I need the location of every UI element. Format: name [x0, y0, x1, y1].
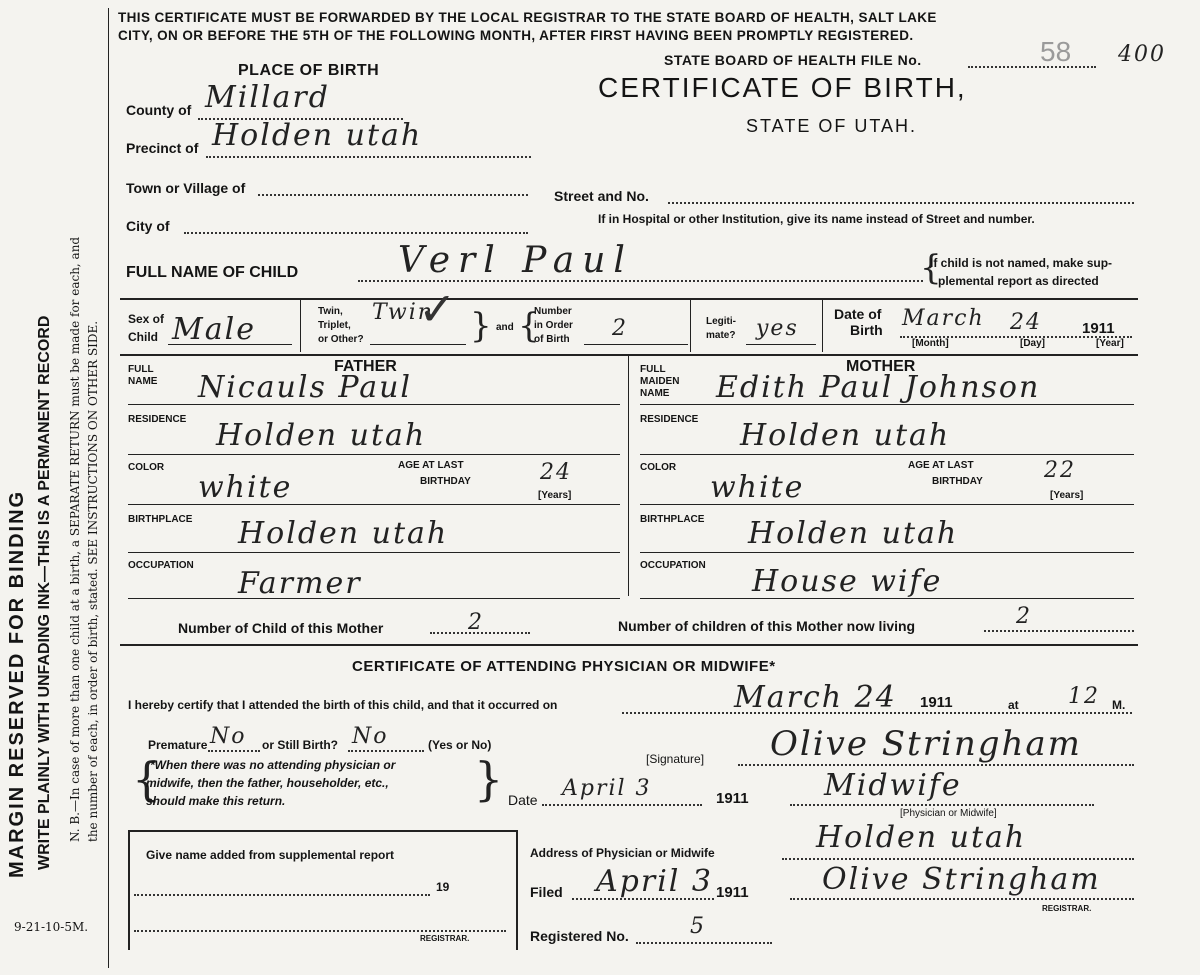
town-label: Town or Village of — [126, 180, 246, 196]
and-label: and — [496, 322, 514, 333]
row-rule-physician-top — [120, 644, 1138, 646]
title-line — [790, 804, 1094, 806]
father-occupation-value: Farmer — [238, 566, 362, 601]
dob-year: 1911 — [1082, 320, 1115, 337]
twin-value: Twin — [372, 300, 434, 325]
year-caption: [Year] — [1096, 338, 1124, 349]
note-line-1: *When there was no attending physician or — [150, 758, 396, 772]
physician-heading: CERTIFICATE OF ATTENDING PHYSICIAN OR MIDWIFE* — [352, 658, 776, 675]
father-residence-line — [128, 454, 620, 455]
father-name-label-2: NAME — [128, 376, 158, 387]
hospital-note: If in Hospital or other Institution, give its name instead of Street and number. — [598, 212, 1035, 226]
certify-date: March 24 — [734, 680, 897, 715]
premature-line — [208, 750, 260, 752]
order-label-3: of Birth — [534, 334, 570, 345]
address-line — [782, 858, 1134, 860]
precinct-label: Precinct of — [126, 140, 199, 156]
father-age-value: 24 — [540, 460, 572, 485]
row-rule-sex-top — [120, 298, 1138, 300]
father-heading: FATHER — [334, 358, 397, 375]
sex-label-2: Child — [128, 330, 158, 344]
mother-birthplace-line — [640, 552, 1134, 553]
mother-age-value: 22 — [1044, 458, 1076, 483]
note-brace-left: { — [132, 752, 162, 806]
signature-value: Olive Stringham — [770, 724, 1082, 764]
mother-birthplace-value: Holden utah — [748, 516, 959, 551]
supplemental-registrar-label: REGISTRAR. — [420, 934, 470, 943]
city-label: City of — [126, 218, 170, 234]
dob-label-2: Birth — [850, 322, 883, 338]
file-no-line — [968, 66, 1096, 68]
precinct-line — [206, 156, 531, 158]
mother-birthplace-label: BIRTHPLACE — [640, 514, 705, 525]
mother-color-value: white — [710, 470, 805, 505]
still-birth-value: No — [352, 724, 389, 749]
certify-label: I hereby certify that I attended the birth of this child, and that it occurred on — [128, 698, 558, 712]
registered-no-line — [636, 942, 772, 944]
father-birthplace-value: Holden utah — [238, 516, 449, 551]
certify-year: 1911 — [920, 694, 953, 711]
supplemental-label: Give name added from supplemental report — [146, 848, 395, 862]
child-name-label: FULL NAME OF CHILD — [126, 264, 299, 281]
dob-label-1: Date of — [834, 306, 882, 322]
signature-label: [Signature] — [646, 752, 705, 766]
legit-label-1: Legiti- — [706, 316, 736, 327]
day-caption: [Day] — [1020, 338, 1046, 349]
father-occupation-label: OCCUPATION — [128, 560, 194, 571]
mother-occupation-value: House wife — [752, 564, 943, 599]
twin-line — [370, 344, 466, 345]
notice-line-2: CITY, ON OR BEFORE THE 5TH OF THE FOLLOWING MONTH, AFTER FIRST HAVING BEEN PROMPTLY REGISTERED. — [118, 28, 914, 43]
county-value: Millard — [205, 80, 330, 115]
month-caption: [Month] — [912, 338, 949, 349]
father-birthplace-line — [128, 552, 620, 553]
father-name-label-1: FULL — [128, 364, 154, 375]
county-label: County of — [126, 102, 192, 118]
father-residence-value: Holden utah — [216, 418, 427, 453]
certificate-title: CERTIFICATE OF BIRTH, — [598, 72, 967, 103]
title-caption: [Physician or Midwife] — [900, 808, 997, 819]
margin-nb-line2: the number of each, in order of birth, stated. SEE INSTRUCTIONS ON OTHER SIDE. — [86, 320, 100, 842]
address-value: Holden utah — [816, 820, 1027, 855]
mother-name-value: Edith Paul Johnson — [716, 370, 1041, 405]
filed-year: 1911 — [716, 884, 749, 901]
father-occupation-line — [128, 598, 620, 599]
date-line — [542, 804, 702, 806]
order-label-1: Number — [534, 306, 572, 317]
father-age-label-1: AGE AT LAST — [398, 460, 464, 471]
address-label: Address of Physician or Midwife — [530, 846, 715, 860]
mother-name-label-3: NAME — [640, 388, 670, 399]
mother-occupation-label: OCCUPATION — [640, 560, 706, 571]
children-living-line — [984, 630, 1134, 632]
supplemental-line — [134, 894, 430, 896]
date-value: April 3 — [562, 776, 652, 801]
certificate-subtitle: STATE OF UTAH. — [746, 116, 917, 136]
father-color-label: COLOR — [128, 462, 165, 473]
title-value: Midwife — [824, 768, 962, 803]
registrar-label: REGISTRAR. — [1042, 904, 1092, 913]
mother-age-label-1: AGE AT LAST — [908, 460, 974, 471]
file-no-stamp: 58 — [1040, 36, 1072, 67]
twin-label-3: or Other? — [318, 334, 364, 345]
premature-label: Premature — [148, 738, 208, 752]
sex-label-1: Sex of — [128, 312, 165, 326]
place-heading: PLACE OF BIRTH — [238, 62, 380, 79]
city-line — [184, 232, 528, 234]
date-label: Date — [508, 792, 538, 808]
mother-age-caption: [Years] — [1050, 490, 1084, 501]
legit-divider — [822, 300, 823, 352]
dob-day: 24 — [1010, 310, 1042, 335]
town-line — [258, 194, 528, 196]
mother-residence-line — [640, 454, 1134, 455]
note-line-2: midwife, then the father, householder, etc., — [146, 776, 389, 790]
mother-color-label: COLOR — [640, 462, 677, 473]
street-label: Street and No. — [554, 188, 649, 204]
order-value: 2 — [612, 316, 628, 341]
mother-age-label-2: BIRTHDAY — [932, 476, 983, 487]
registrar-signature: Olive Stringham — [822, 862, 1101, 897]
mother-residence-value: Holden utah — [740, 418, 951, 453]
mother-name-label-2: MAIDEN — [640, 376, 680, 387]
m-label: M. — [1112, 698, 1126, 712]
legit-value: yes — [756, 316, 799, 341]
twin-label-2: Triplet, — [318, 320, 351, 331]
row-rule-parents-top — [120, 354, 1138, 356]
father-color-value: white — [198, 470, 293, 505]
margin-binding-text: MARGIN RESERVED FOR BINDING — [6, 489, 28, 878]
mother-name-label-1: FULL — [640, 364, 666, 375]
child-name-value: Verl Paul — [398, 240, 633, 281]
parents-divider — [628, 356, 629, 596]
precinct-value: Holden utah — [212, 118, 423, 153]
dob-month: March — [902, 306, 985, 331]
notice-line-1: THIS CERTIFICATE MUST BE FORWARDED BY THE LOCAL REGISTRAR TO THE STATE BOARD OF HEALTH, SALT LAKE — [118, 10, 937, 25]
margin-ink-text: WRITE PLAINLY WITH UNFADING INK—THIS IS A PERMANENT RECORD — [36, 315, 53, 870]
note-brace-right: } — [474, 752, 504, 806]
legit-label-2: mate? — [706, 330, 736, 341]
date-year: 1911 — [716, 790, 749, 807]
signature-line — [738, 764, 1134, 766]
unnamed-note-2: plemental report as directed — [938, 274, 1099, 288]
street-line — [668, 202, 1134, 204]
twin-brace: } — [470, 306, 492, 346]
father-birthplace-label: BIRTHPLACE — [128, 514, 193, 525]
filed-label: Filed — [530, 884, 563, 900]
unnamed-brace: { — [920, 248, 942, 288]
father-residence-label: RESIDENCE — [128, 414, 187, 425]
order-line — [584, 344, 688, 345]
mother-residence-label: RESIDENCE — [640, 414, 699, 425]
premature-value: No — [210, 724, 247, 749]
order-label-2: in Order — [534, 320, 573, 331]
father-age-caption: [Years] — [538, 490, 572, 501]
registered-no-value: 5 — [690, 914, 706, 939]
file-no-written: 400 — [1118, 42, 1166, 67]
father-age-label-2: BIRTHDAY — [420, 476, 471, 487]
mother-heading: MOTHER — [846, 358, 916, 375]
order-divider — [690, 300, 691, 352]
sex-value: Male — [172, 312, 256, 347]
father-name-value: Nicauls Paul — [198, 370, 413, 405]
children-living-value: 2 — [1016, 604, 1032, 629]
print-code: 9-21-10-5M. — [14, 920, 89, 934]
registrar-signature-line — [790, 898, 1134, 900]
supplemental-registrar-line — [134, 930, 506, 932]
time-value: 12 — [1068, 684, 1100, 709]
margin-border — [108, 8, 109, 968]
twin-check-mark: ✓ — [418, 282, 457, 336]
children-living-label: Number of children of this Mother now living — [618, 618, 916, 634]
at-label: at — [1008, 698, 1019, 712]
order-brace: { — [518, 306, 540, 346]
registered-no-label: Registered No. — [530, 928, 629, 944]
child-number-value: 2 — [468, 610, 484, 635]
legit-line — [746, 344, 816, 345]
note-line-3: should make this return. — [146, 794, 286, 808]
yes-no-label: (Yes or No) — [428, 738, 492, 752]
filed-value: April 3 — [596, 864, 714, 899]
sex-divider — [300, 300, 301, 352]
file-no-label: STATE BOARD OF HEALTH FILE No. — [664, 52, 922, 68]
still-birth-line — [348, 750, 424, 752]
unnamed-note-1: If child is not named, make sup- — [930, 256, 1113, 270]
supplemental-year: 19 — [436, 880, 450, 894]
twin-label-1: Twin, — [318, 306, 343, 317]
margin-nb-line1: N. B.—In case of more than one child at a birth, a SEPARATE RETURN must be made for each, and — [68, 236, 82, 842]
child-number-label: Number of Child of this Mother — [178, 620, 384, 636]
still-birth-label: or Still Birth? — [262, 738, 338, 752]
